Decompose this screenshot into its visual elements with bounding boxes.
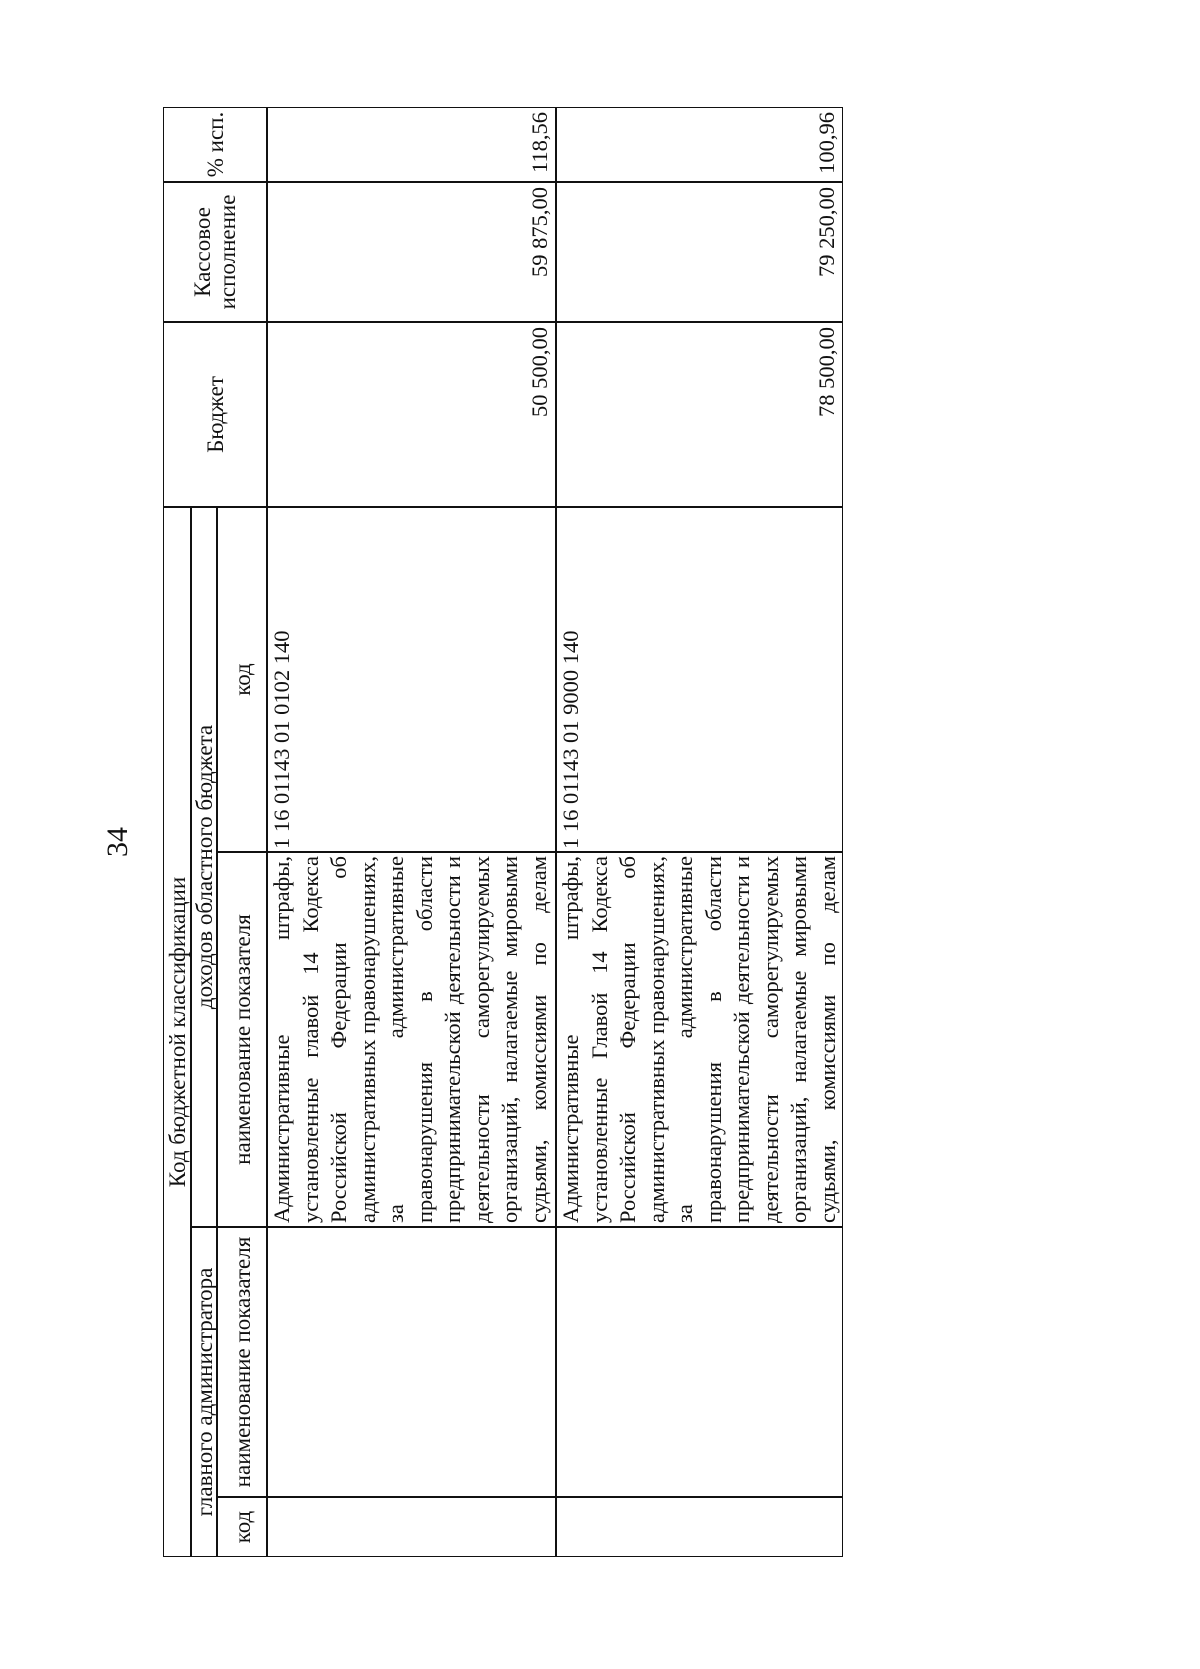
row1-indicator-name: Административные штрафы, установленные главой 14 Кодекса Российской Федерации об административных правонарушениях, за административные правонарушения в области предпринимательской деятельности и деятельности саморегулируемых организаций, налагаемые мировыми судьями, комиссиями по делам несовершеннолетних защите их <box>267 852 556 1227</box>
row1-percent: 118,56 <box>267 107 556 182</box>
header-regional-income: доходов областного бюджета <box>191 507 217 1227</box>
row2-income-code: 1 16 01143 01 9000 140 <box>556 507 843 852</box>
row2-indicator-name: Административные штрафы, установленные Главой 14 Кодекса Российской Федерации об административных правонарушениях, за административные правонарушения в области предпринимательской деятельности и деятельности саморегулируемых организаций, налагаемые мировыми судьями, комиссиями по делам <box>556 852 843 1227</box>
row2-admin-code <box>556 1497 843 1557</box>
row1-budget: 50 500,00 <box>267 322 556 507</box>
row1-admin-code <box>267 1497 556 1557</box>
row1-admin-name <box>267 1227 556 1497</box>
row1-income-code: 1 16 01143 01 0102 140 <box>267 507 556 852</box>
header-admin-code: код <box>217 1497 267 1557</box>
header-percent: % исп. <box>163 107 267 182</box>
row1-cash-execution: 59 875,00 <box>267 182 556 322</box>
row2-percent: 100,96 <box>556 107 843 182</box>
row2-cash-execution: 79 250,00 <box>556 182 843 322</box>
header-cash-execution: Кассовое исполнение <box>163 182 267 322</box>
header-admin-name: наименование показателя <box>217 1227 267 1497</box>
header-budget: Бюджет <box>163 322 267 507</box>
budget-table <box>163 107 875 1557</box>
header-classification: Код бюджетной классификации <box>163 507 191 1557</box>
row2-budget: 78 500,00 <box>556 322 843 507</box>
header-income-code: код <box>217 507 267 852</box>
header-indicator-name: наименование показателя <box>217 852 267 1227</box>
header-chief-admin: главного администратора <box>191 1227 217 1557</box>
row2-admin-name <box>556 1227 843 1497</box>
page-number: 34 <box>101 827 134 857</box>
